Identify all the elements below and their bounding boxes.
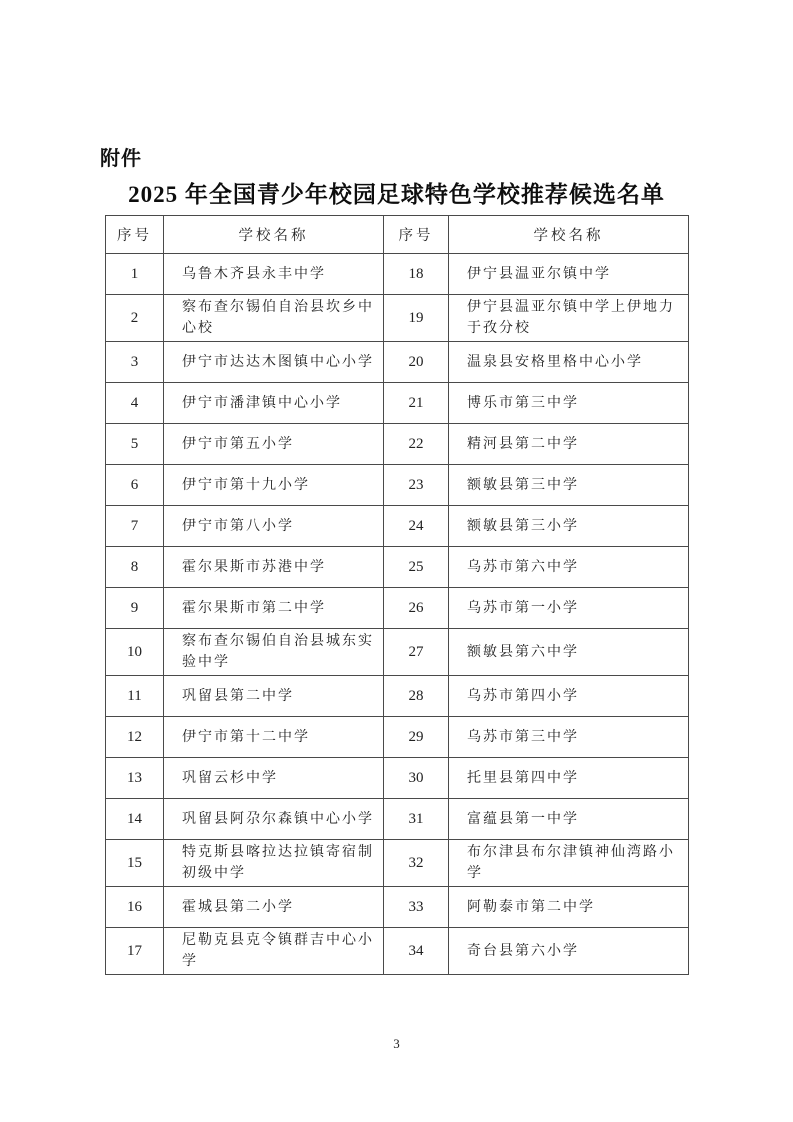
row-index-cell: 7 [106,506,164,547]
school-name-cell: 额敏县第三小学 [449,506,689,547]
table-row [106,424,689,465]
row-index-cell: 8 [106,547,164,588]
page-number: 3 [393,1036,400,1051]
row-index-cell: 29 [384,717,449,758]
row-index-cell: 26 [384,588,449,629]
table-row [106,295,689,342]
table-row [106,928,689,975]
school-name-cell: 巩留县阿尕尔森镇中心小学 [164,799,384,840]
row-index-cell: 21 [384,383,449,424]
row-index-cell: 10 [106,629,164,676]
row-index-cell: 11 [106,676,164,717]
school-name-cell: 乌苏市第一小学 [449,588,689,629]
row-index-cell: 32 [384,840,449,887]
table-row [106,629,689,676]
school-name-cell: 额敏县第三中学 [449,465,689,506]
table-row [106,254,689,295]
column-header-school-right: 学校名称 [449,216,689,254]
row-index-cell: 18 [384,254,449,295]
attachment-label: 附件 [100,148,142,170]
row-index-cell: 19 [384,295,449,342]
row-index-cell: 2 [106,295,164,342]
row-index-cell: 9 [106,588,164,629]
row-index-cell: 34 [384,928,449,975]
row-index-cell: 27 [384,629,449,676]
column-header-school-left: 学校名称 [164,216,384,254]
school-name-cell: 精河县第二中学 [449,424,689,465]
school-name-cell: 乌苏市第三中学 [449,717,689,758]
table-row [106,588,689,629]
school-name-cell: 乌鲁木齐县永丰中学 [164,254,384,295]
school-name-cell: 伊宁市潘津镇中心小学 [164,383,384,424]
school-name-cell: 托里县第四中学 [449,758,689,799]
table-row [106,799,689,840]
school-name-cell: 伊宁市第八小学 [164,506,384,547]
row-index-cell: 3 [106,342,164,383]
table-header [106,216,689,254]
table-row [106,676,689,717]
row-index-cell: 6 [106,465,164,506]
school-name-cell: 霍城县第二小学 [164,887,384,928]
table-row [106,506,689,547]
row-index-cell: 16 [106,887,164,928]
school-name-cell: 察布查尔锡伯自治县坎乡中心校 [164,295,384,342]
school-name-cell: 富蕴县第一中学 [449,799,689,840]
row-index-cell: 33 [384,887,449,928]
row-index-cell: 4 [106,383,164,424]
school-name-cell: 阿勒泰市第二中学 [449,887,689,928]
school-name-cell: 伊宁市达达木图镇中心小学 [164,342,384,383]
row-index-cell: 28 [384,676,449,717]
page-title: 2025 年全国青少年校园足球特色学校推荐候选名单 [128,182,665,207]
row-index-cell: 25 [384,547,449,588]
row-index-cell: 13 [106,758,164,799]
table-row [106,383,689,424]
school-name-cell: 察布查尔锡伯自治县城东实验中学 [164,629,384,676]
school-name-cell: 巩留云杉中学 [164,758,384,799]
school-name-cell: 博乐市第三中学 [449,383,689,424]
row-index-cell: 5 [106,424,164,465]
school-list-table [105,215,689,975]
table-row [106,840,689,887]
school-name-cell: 伊宁市第十九小学 [164,465,384,506]
school-name-cell: 乌苏市第四小学 [449,676,689,717]
table-row [106,465,689,506]
school-name-cell: 巩留县第二中学 [164,676,384,717]
school-name-cell: 乌苏市第六中学 [449,547,689,588]
school-name-cell: 伊宁县温亚尔镇中学上伊地力于孜分校 [449,295,689,342]
school-name-cell: 特克斯县喀拉达拉镇寄宿制初级中学 [164,840,384,887]
row-index-cell: 17 [106,928,164,975]
school-name-cell: 霍尔果斯市第二中学 [164,588,384,629]
school-name-cell: 伊宁市第十二中学 [164,717,384,758]
row-index-cell: 20 [384,342,449,383]
column-header-index-right: 序号 [384,216,449,254]
column-header-index-left: 序号 [106,216,164,254]
table-row [106,717,689,758]
school-name-cell: 奇台县第六小学 [449,928,689,975]
school-name-cell: 温泉县安格里格中心小学 [449,342,689,383]
row-index-cell: 31 [384,799,449,840]
school-name-cell: 伊宁县温亚尔镇中学 [449,254,689,295]
school-name-cell: 伊宁市第五小学 [164,424,384,465]
row-index-cell: 1 [106,254,164,295]
row-index-cell: 15 [106,840,164,887]
row-index-cell: 23 [384,465,449,506]
row-index-cell: 22 [384,424,449,465]
table-row [106,758,689,799]
row-index-cell: 24 [384,506,449,547]
table-body [106,254,689,975]
school-name-cell: 额敏县第六中学 [449,629,689,676]
table-row [106,887,689,928]
school-name-cell: 霍尔果斯市苏港中学 [164,547,384,588]
row-index-cell: 14 [106,799,164,840]
table-header-row [106,216,689,254]
school-name-cell: 布尔津县布尔津镇神仙湾路小学 [449,840,689,887]
table-row [106,342,689,383]
row-index-cell: 12 [106,717,164,758]
row-index-cell: 30 [384,758,449,799]
table-row [106,547,689,588]
school-name-cell: 尼勒克县克令镇群吉中心小学 [164,928,384,975]
